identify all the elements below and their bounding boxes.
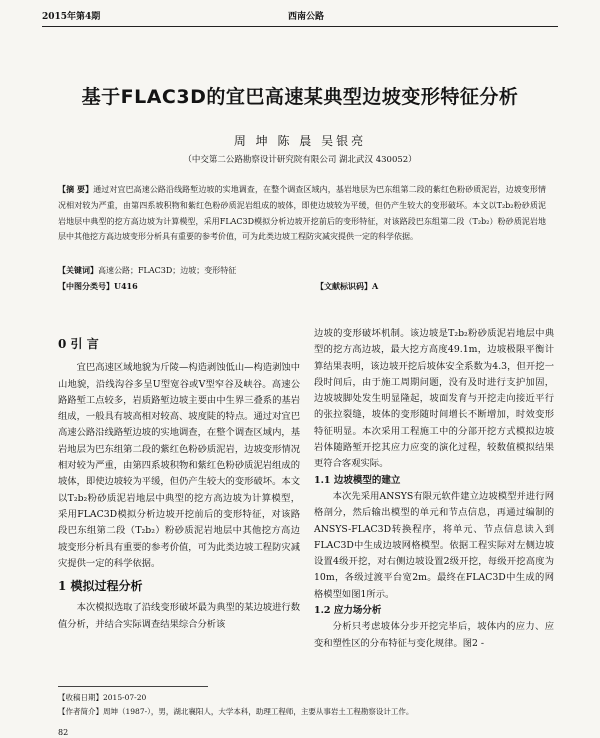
paper-title: 基于FLAC3D的宜巴高速某典型边坡变形特征分析	[81, 86, 519, 108]
affiliation: （中交第二公路勘察设计研究院有限公司 湖北武汉 430052）	[183, 155, 417, 165]
abstract	[58, 182, 546, 245]
keywords-label: 【关键词】	[58, 265, 98, 275]
footnote-rule	[58, 686, 208, 687]
clc-label: 【中图分类号】	[58, 281, 114, 291]
section-0-paragraph: 宜巴高速区域地貌为斤陵—构造剥蚀低山—构造剥蚀中山地貌，沿线沟谷多呈U型宽谷或V型窄谷及峡谷。高速公路路堑工点较多，岩质路堑边坡主要由中生界三叠系的基岩组成，一般具有坡高相对较高、坡度陡的特点。通过对宜巴高速公路沿线路堑边坡的实地调查，在整个调查区域内，基岩地层为巴东组第二段的紫红色粉砂质泥岩，边坡变形情况相对较为严重，由第四系坡积物和紫红色粉砂质泥岩组成的坡体，即使边坡较为平缓，但仍产生较大的变形破坏。本文以T₂b₂粉砂质泥岩地层中典型的挖方高边坡为计算模型，采用FLAC3D模拟分析边坡开挖前后的变形特征，对该路段巴东组第二段（T₂b₂）粉砂质泥岩地层中其他挖方高边坡变形分析具有重要的参考价值，可为此类边坡工程防灾减灾提供一定的科学依据。	[58, 362, 300, 569]
continued-paragraph: 边坡的变形破坏机制。该边坡是T₂b₂粉砂质泥岩地层中典型的挖方高边坡，最大挖方高度49.1m，边坡极限平衡计算结果表明，该边坡开挖后坡体安全系数为4.3，但开挖一段时间后，由于施工周期问题，没有及时进行支护加固，边坡坡脚处发生明显隆起，坡面发育与开挖走向接近平行的张拉裂缝，坡体的变形随时间增长不断增加，时效变形特征明显。本次采用工程施工中的分部开挖方式模拟边坡岩体随路堑开挖其应力应变的演化过程，较数值模拟结果更符合客观实际。	[314, 328, 554, 470]
running-header	[42, 7, 558, 23]
doc-code-value: A	[372, 281, 379, 291]
subsection-1-1-heading: 1.1 边坡模型的建立	[314, 474, 401, 486]
page-number: 82	[58, 728, 69, 737]
keywords	[58, 265, 546, 276]
abstract-label: 【摘 要】	[58, 184, 94, 194]
right-column	[314, 326, 554, 652]
subsection-1-2-heading: 1.2 应力场分析	[314, 605, 382, 617]
keywords-text: 高速公路；FLAC3D；边坡；变形特征	[98, 266, 237, 275]
clc-value: U416	[114, 281, 138, 291]
subsection-1-1-paragraph: 本次先采用ANSYS有限元软件建立边坡模型并进行网格剖分，然后输出模型的单元和节点信息，再通过编制的ANSYS-FLAC3D转换程序，将单元、节点信息读入到FLAC3D中生成边坡网格模型。依据工程实际对左侧边坡设置4级开挖，对右侧边坡设置2级开挖，每级开挖高度为10m，各级过渡平台宽2m。最终在FLAC3D中生成的网格模型如图1所示。	[314, 490, 554, 600]
section-1-heading: 1 模拟过程分析	[58, 579, 143, 594]
section-1-paragraph: 本次模拟选取了沿线变形破坏最为典型的某边坡进行数值分析，并结合实际调查结果综合分析该	[58, 602, 300, 630]
author-bio: 【作者简介】周坤（1987-），男，湖北襄阳人，大学本科，助理工程师，主要从事岩土工程勘察设计工作。	[58, 707, 414, 716]
abstract-text: 通过对宜巴高速公路沿线路堑边坡的实地调查，在整个调查区域内，基岩地层为巴东组第二段的紫红色粉砂质泥岩，边坡变形情况相对较为严重，由第四系坡积物和紫红色粉砂质泥岩组成的坡体，即使边坡较为平缓，但仍产生较大的变形破坏。本文以T₂b₂粉砂质泥岩地层中典型的挖方高边坡为计算模型，采用FLAC3D模拟分析边坡开挖前后的变形特征，对该路段巴东组第二段（T₂b₂）粉砂质泥岩地层中其他挖方高边坡变形分析具有重要的参考价值，可为此类边坡工程防灾减灾提供一定的科学依据。	[58, 185, 546, 242]
section-0-heading: 0 引 言	[58, 337, 99, 351]
subsection-1-2-paragraph: 分析只考虑坡体分步开挖完毕后，坡体内的应力、应变和塑性区的分布特征与变化规律。图2 -	[314, 621, 554, 649]
authors: 周 坤 陈 晨 吴银亮	[233, 134, 367, 148]
left-column	[58, 336, 300, 633]
journal-name: 西南公路	[288, 12, 325, 22]
header-rule	[42, 26, 558, 27]
issue-label: 2015年第4期	[42, 12, 101, 22]
classification-line	[58, 281, 546, 292]
doc-code-label: 【文献标识码】	[316, 281, 372, 291]
received-date: 【收稿日期】2015-07-20	[58, 693, 147, 702]
